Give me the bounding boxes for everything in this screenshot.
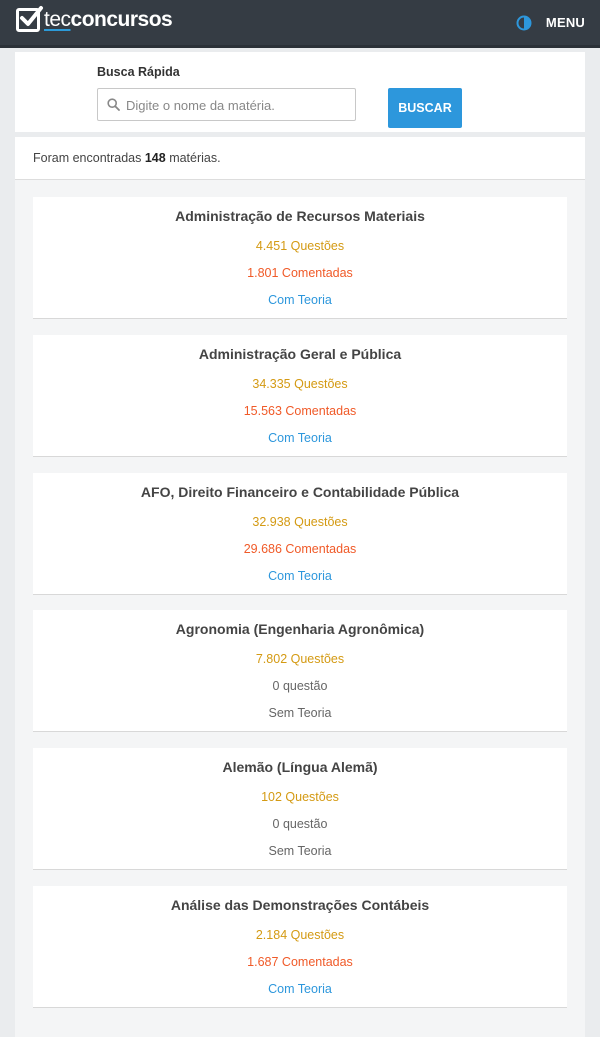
subject-card[interactable] bbox=[33, 197, 567, 319]
logo-prefix: tec bbox=[44, 8, 71, 31]
subject-card[interactable] bbox=[33, 473, 567, 595]
subject-questions[interactable]: 2.184 Questões bbox=[255, 928, 345, 942]
logo-text bbox=[44, 8, 172, 32]
top-navbar bbox=[0, 0, 600, 48]
subject-questions[interactable]: 4.451 Questões bbox=[255, 239, 345, 253]
subject-card[interactable] bbox=[33, 748, 567, 870]
subject-questions[interactable]: 102 Questões bbox=[261, 790, 339, 804]
subject-commented: 0 questão bbox=[272, 679, 328, 693]
subject-title[interactable]: Agronomia (Engenharia Agronômica) bbox=[175, 621, 425, 637]
subject-card[interactable] bbox=[33, 335, 567, 457]
search-input[interactable] bbox=[124, 89, 353, 122]
subject-title[interactable]: Administração de Recursos Materiais bbox=[175, 208, 425, 224]
subject-questions[interactable]: 7.802 Questões bbox=[255, 652, 345, 666]
subject-commented[interactable]: 29.686 Comentadas bbox=[243, 542, 357, 556]
results-prefix: Foram encontradas bbox=[33, 151, 145, 165]
subject-theory[interactable]: Com Teoria bbox=[268, 293, 332, 307]
menu-button[interactable]: MENU bbox=[545, 15, 585, 30]
results-count-number: 148 bbox=[144, 151, 166, 165]
subject-theory: Sem Teoria bbox=[268, 706, 332, 720]
subject-commented[interactable]: 15.563 Comentadas bbox=[243, 404, 357, 418]
subject-title[interactable]: AFO, Direito Financeiro e Contabilidade Pública bbox=[140, 484, 460, 500]
subject-theory[interactable]: Com Teoria bbox=[268, 982, 332, 996]
quick-search-panel bbox=[15, 52, 585, 132]
logo-suffix: concursos bbox=[70, 8, 173, 31]
search-box[interactable] bbox=[97, 88, 356, 121]
subject-title[interactable]: Análise das Demonstrações Contábeis bbox=[170, 897, 430, 913]
results-count bbox=[15, 137, 585, 180]
search-icon bbox=[107, 98, 120, 111]
logo[interactable] bbox=[16, 8, 172, 32]
search-button[interactable]: BUSCAR bbox=[388, 88, 462, 128]
results-suffix: matérias. bbox=[165, 151, 221, 165]
subject-commented[interactable]: 1.801 Comentadas bbox=[247, 266, 353, 280]
results-panel bbox=[15, 137, 585, 1037]
subject-card[interactable] bbox=[33, 610, 567, 732]
subject-title[interactable]: Administração Geral e Pública bbox=[198, 346, 402, 362]
subject-questions[interactable]: 34.335 Questões bbox=[252, 377, 348, 391]
check-icon bbox=[16, 8, 40, 32]
subject-commented[interactable]: 1.687 Comentadas bbox=[247, 955, 353, 969]
subject-theory[interactable]: Com Teoria bbox=[268, 431, 332, 445]
subject-theory: Sem Teoria bbox=[268, 844, 332, 858]
subject-questions[interactable]: 32.938 Questões bbox=[252, 515, 348, 529]
subject-card[interactable] bbox=[33, 886, 567, 1008]
search-label: Busca Rápida bbox=[97, 65, 180, 79]
contrast-icon[interactable] bbox=[516, 15, 532, 31]
subject-title[interactable]: Alemão (Língua Alemã) bbox=[222, 759, 378, 775]
subject-commented: 0 questão bbox=[272, 817, 328, 831]
subject-theory[interactable]: Com Teoria bbox=[268, 569, 332, 583]
